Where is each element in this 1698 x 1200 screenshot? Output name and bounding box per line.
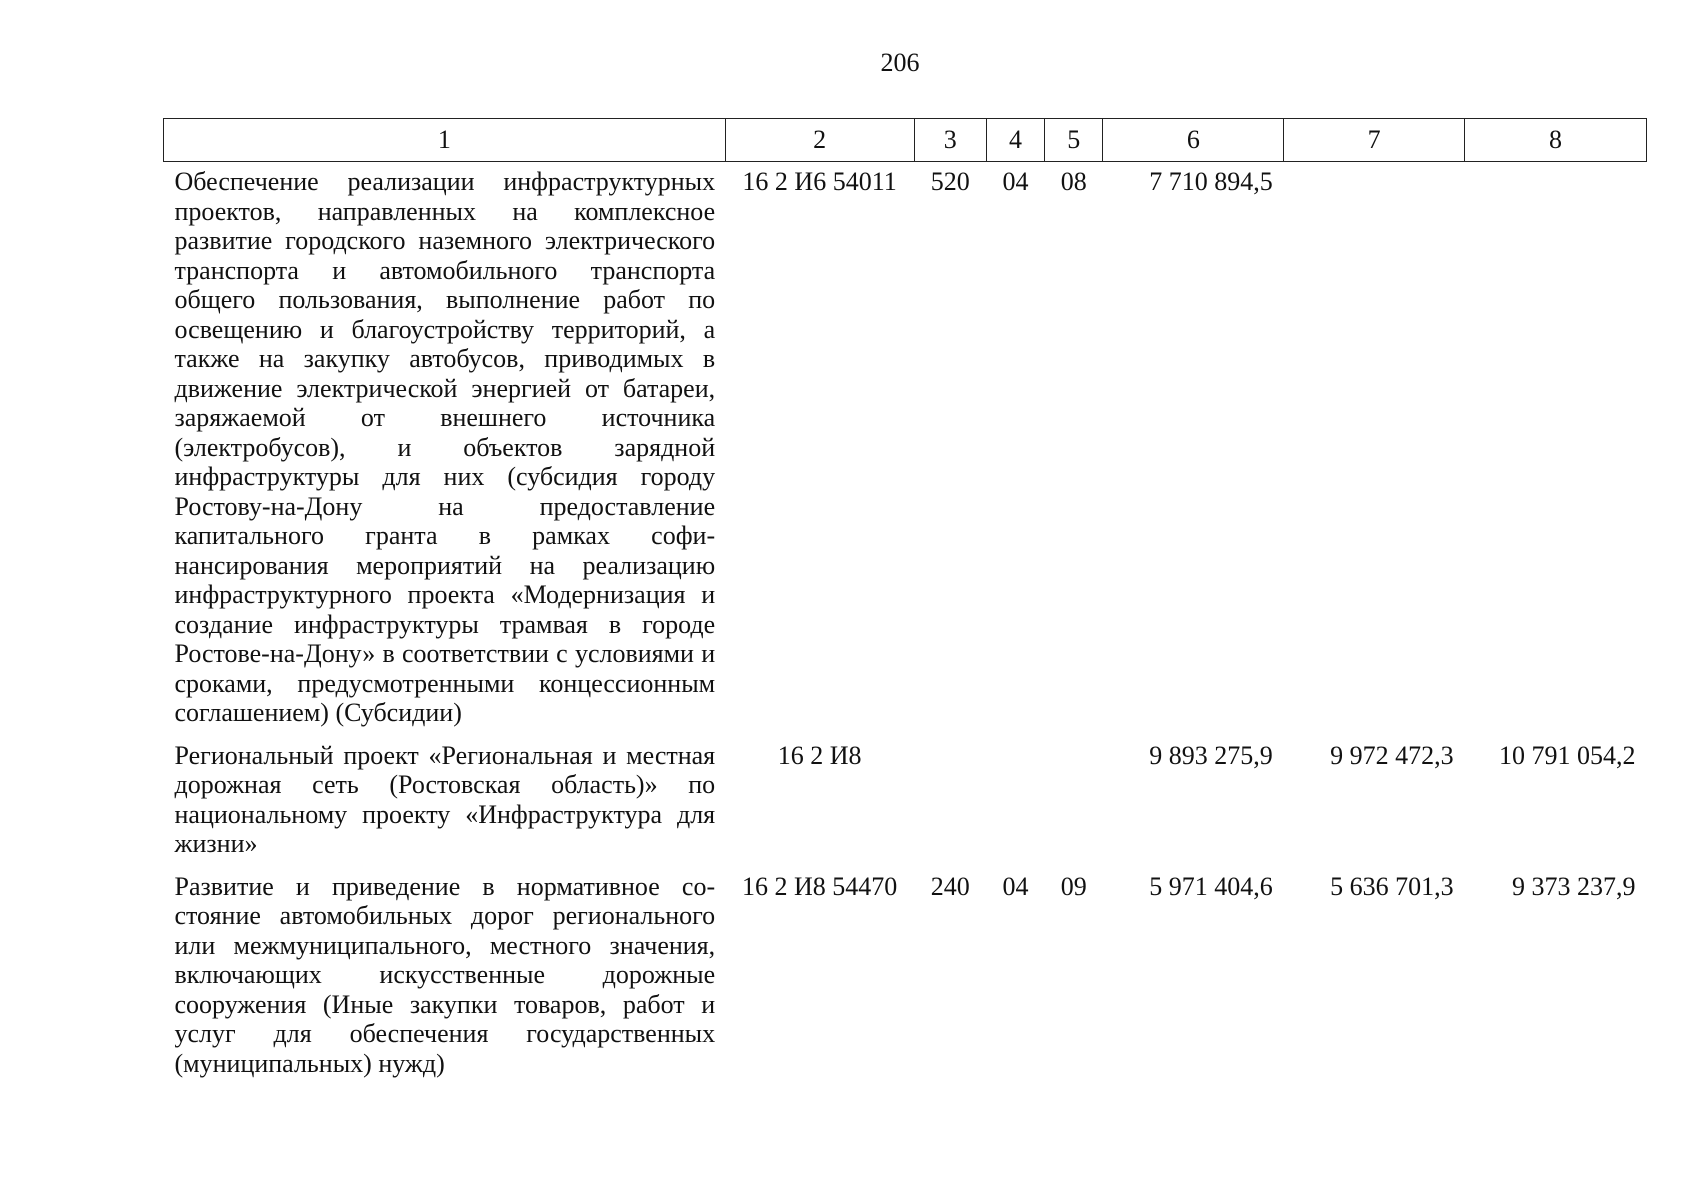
row-target-code: 16 2 И8: [777, 740, 862, 770]
row-section: [986, 737, 1044, 868]
column-header: 4: [986, 119, 1044, 162]
row-subsection: 09: [1060, 871, 1087, 901]
row-amount-col6: 9 893 275,9: [1149, 740, 1273, 770]
row-description: Обеспечение реализации инфраструктурных проектов, направленных на комплексное развитие городского наземного электрического транспорта и автомобильного транспорта общего пользования, выполнение работ по освещению и благоустройству территорий, а также на закупку автобусов, приводимых в движение электрической энергией от батареи, заряжаемой от внешнего источника (электробусов), и объектов зарядной инфраструктуры для них (субсидия городу Ростову-на-Дону на предоставление капитального гранта в рамках софинансирования мероприятий на реализацию инфраструктурного проекта «Модернизация и создание инфраструктуры трамвая в городе Ростове-на-Дону» в соответствии с условиями и сроками, предусмотренными концессионным соглашением) (Субсидии): [174, 167, 716, 727]
row-expense-type: 520: [930, 167, 970, 196]
column-header: 2: [725, 119, 914, 162]
row-target-code: 16 2 И6 54011: [742, 167, 897, 196]
column-header: 3: [914, 119, 986, 162]
table-row: [164, 737, 1647, 868]
row-amount-col7: 9 972 472,3: [1330, 740, 1454, 770]
table-header-row: [164, 119, 1647, 162]
row-amount-col6: 7 710 894,5: [1149, 167, 1273, 196]
row-description: Региональный проект «Региональная и местная дорожная сеть (Ростовская область)» по национальному проекту «Инфраструктура для жизни»: [174, 740, 716, 858]
row-expense-type: [914, 737, 986, 868]
row-target-code: 16 2 И8 54470: [741, 871, 898, 901]
column-header: 6: [1103, 119, 1284, 162]
row-expense-type: 240: [930, 871, 970, 901]
row-description: Развитие и приведение в нормативное состояние автомобильных дорог регионального или межмуниципального, местного значения, включающих искусственные дорожные сооружения (Иные закупки товаров, работ и услуг для обеспечения государственных (муниципальных) нужд): [174, 871, 716, 1078]
row-section: 04: [1002, 167, 1029, 196]
row-amount-col8: [1465, 162, 1647, 737]
row-subsection: 08: [1060, 167, 1087, 196]
page-number: 206: [880, 48, 920, 77]
column-header: 7: [1284, 119, 1465, 162]
row-section: 04: [1002, 871, 1029, 901]
table-row: [164, 868, 1647, 1088]
row-subsection: [1045, 737, 1103, 868]
column-header: 1: [164, 119, 726, 162]
column-header: 5: [1045, 119, 1103, 162]
column-header: 8: [1465, 119, 1647, 162]
budget-table: [163, 118, 1647, 1087]
row-amount-col7: [1284, 162, 1465, 737]
row-amount-col6: 5 971 404,6: [1149, 871, 1273, 901]
row-amount-col8: 9 373 237,9: [1512, 871, 1636, 901]
table-row: [164, 162, 1647, 737]
row-amount-col8: 10 791 054,2: [1499, 740, 1636, 770]
row-amount-col7: 5 636 701,3: [1330, 871, 1454, 901]
